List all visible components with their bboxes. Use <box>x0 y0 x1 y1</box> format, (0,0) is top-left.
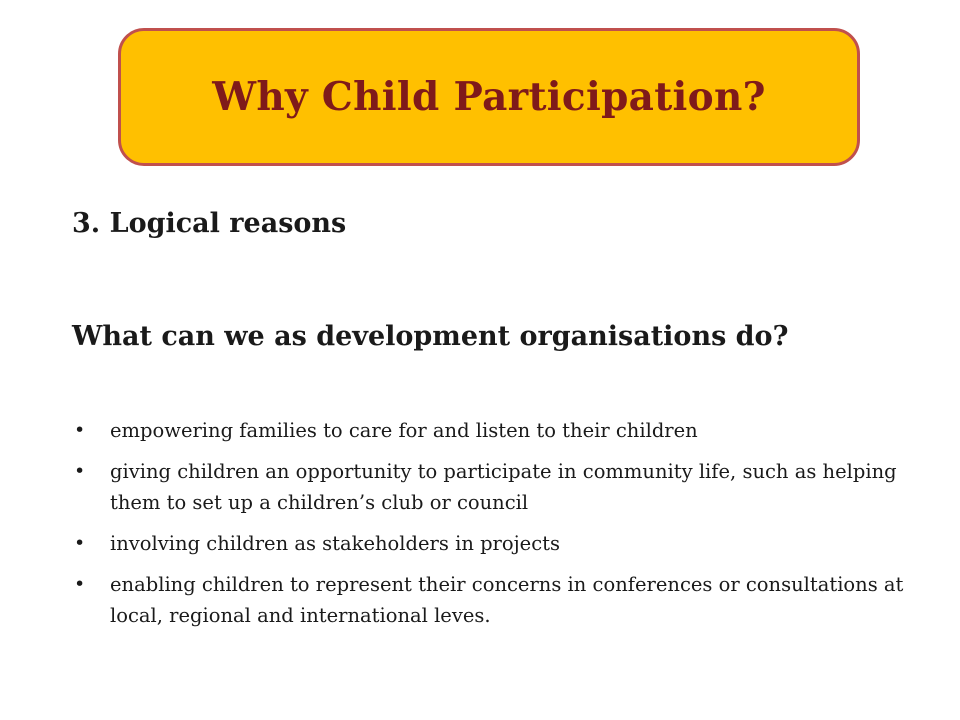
bullet-list <box>74 415 934 641</box>
bullet-text-4: enabling children to represent their concerns in conferences or consultations at local, regional and international leves. <box>110 573 904 627</box>
section-subheading: 3. Logical reasons <box>72 208 347 239</box>
bullet-text-3: involving children as stakeholders in projects <box>110 532 560 555</box>
title-box <box>118 28 860 166</box>
bullet-icon: • <box>74 532 86 554</box>
bullet-icon: • <box>74 460 86 482</box>
bullet-item-3 <box>74 528 934 559</box>
bullet-item-1 <box>74 415 934 446</box>
bullet-item-2 <box>74 456 934 518</box>
bullet-icon: • <box>74 573 86 595</box>
question-heading: What can we as development organisations do? <box>72 321 789 352</box>
bullet-item-4 <box>74 569 934 631</box>
bullet-icon: • <box>74 419 86 441</box>
bullet-text-2: giving children an opportunity to participate in community life, such as helping them to set up a children’s club or council <box>110 460 897 514</box>
slide-title: Why Child Participation? <box>212 74 766 120</box>
bullet-text-1: empowering families to care for and listen to their children <box>110 419 698 442</box>
